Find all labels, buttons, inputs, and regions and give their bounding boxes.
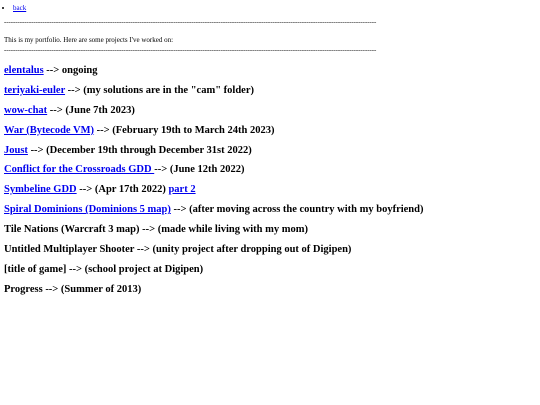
project-note: --> (my solutions are in the "cam" folder) xyxy=(65,84,254,96)
project-item-untitled-shooter: Untitled Multiplayer Shooter --> (unity project after dropping out of Digipen) xyxy=(4,244,352,256)
project-item-symbeline xyxy=(4,183,423,196)
project-item-spiral-dominions xyxy=(4,203,423,216)
project-link-spiral-dominions[interactable]: Spiral Dominions (Dominions 5 map) xyxy=(4,204,171,216)
nav-list xyxy=(4,4,26,13)
back-link[interactable]: back xyxy=(13,4,27,12)
project-link-symbeline[interactable]: Symbeline GDD xyxy=(4,184,77,196)
project-item-teriyaki-euler xyxy=(4,84,423,97)
project-link-war[interactable]: War (Bytecode VM) xyxy=(4,124,95,136)
project-item-progress: Progress --> (Summer of 2013) xyxy=(4,283,142,295)
project-link-symbeline-part2[interactable]: part 2 xyxy=(168,184,196,196)
project-note: --> (December 19th through December 31st 2022) xyxy=(27,144,252,156)
project-item-conflict-crossroads xyxy=(4,163,423,176)
project-note: --> (June 12th 2022) xyxy=(154,164,245,176)
project-link-joust[interactable]: Joust xyxy=(4,144,28,156)
project-list xyxy=(4,64,423,303)
project-link-wow-chat[interactable]: wow-chat xyxy=(4,104,48,116)
project-item-war xyxy=(4,124,423,137)
project-link-elentalus[interactable]: elentalus xyxy=(4,65,44,76)
project-item-wow-chat xyxy=(4,104,423,117)
project-item-tile-nations: Tile Nations (Warcraft 3 map) --> (made while living with my mom) xyxy=(4,224,308,236)
divider-top: ===================================================================================================================================================================== xyxy=(4,20,377,25)
project-note: --> (after moving across the country with my boyfriend) xyxy=(170,204,424,216)
project-item-title-of-game: [title of game] --> (school project at Digipen) xyxy=(4,263,204,275)
project-note: --> (February 19th to March 24th 2023) xyxy=(94,124,275,136)
project-item-elentalus xyxy=(4,64,423,77)
project-item-joust xyxy=(4,144,423,157)
project-note: --> (June 7th 2023) xyxy=(47,104,135,116)
nav-item-back xyxy=(13,4,26,13)
project-note: --> ongoing xyxy=(43,65,98,76)
project-note: --> (Apr 17th 2022) xyxy=(76,184,169,196)
project-link-teriyaki-euler[interactable]: teriyaki-euler xyxy=(4,84,66,96)
divider-bottom: ===================================================================================================================================================================== xyxy=(4,48,377,53)
project-link-conflict-crossroads[interactable]: Conflict for the Crossroads GDD xyxy=(4,164,155,176)
intro-text: This is my portfolio. Here are some projects I've worked on: xyxy=(4,36,174,44)
